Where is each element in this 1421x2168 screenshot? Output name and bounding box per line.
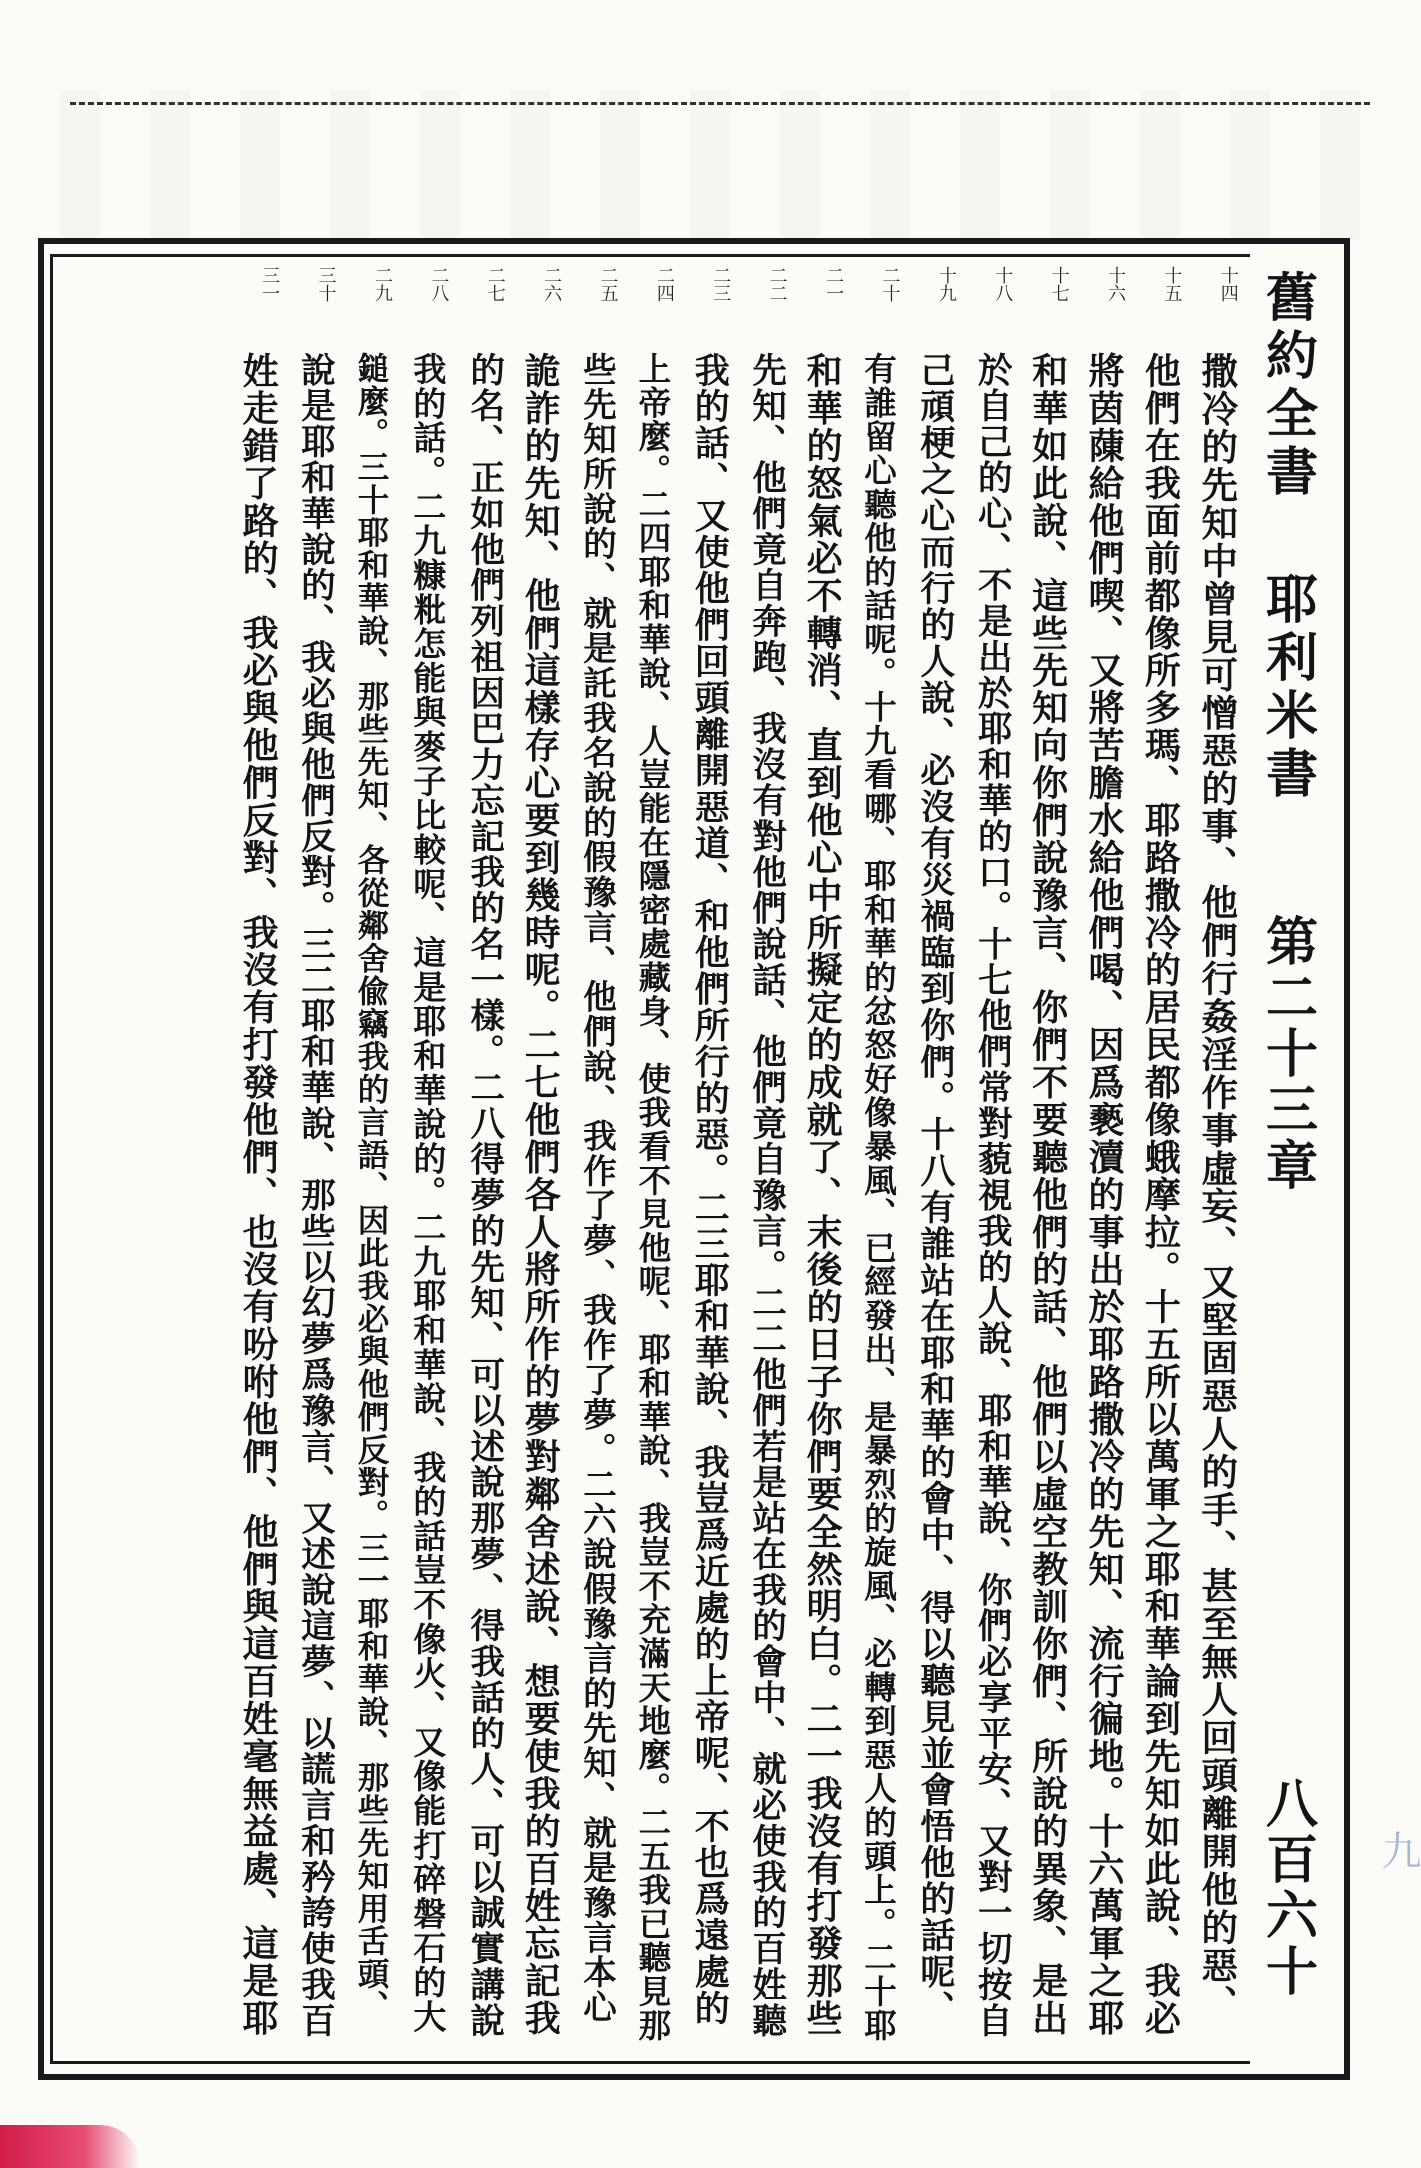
column-text: 他們在我面前都像所多瑪、耶路撒冷的居民都像蛾摩拉。十五所以萬軍之耶和華論到先知如此說、我必: [1139, 352, 1182, 2037]
text-column: [1076, 262, 1132, 2052]
text-column: [399, 262, 455, 2052]
text-column: [343, 262, 399, 2052]
header-page-number: 八百六十: [1256, 1776, 1318, 2000]
text-column: [230, 262, 286, 2052]
text-column: [1132, 262, 1188, 2052]
verse-column-number: 十六: [1105, 266, 1127, 302]
column-text: 上帝麼。二四耶和華說、人豈能在隱密處藏身、使我看不見他呢、耶和華說、我豈不充滿天地麼。二五我已聽見那: [633, 352, 673, 2042]
text-column: [963, 262, 1019, 2052]
verse-column-number: 二九: [371, 266, 393, 302]
header-chapter: 第二十三章: [1256, 914, 1318, 1194]
text-column: [737, 262, 793, 2052]
header-bible-title: 舊約全書: [1256, 270, 1318, 502]
verse-column-number: 二五: [597, 266, 619, 302]
text-column: [286, 262, 342, 2052]
column-text: 先知、他們竟自奔跑、我沒有對他們說話、他們竟自豫言。二二他們若是站在我的會中、就必使我的百姓聽: [745, 352, 786, 2039]
column-text: 於自己的心、不是出於耶和華的口。十七他們常對藐視我的人說、耶和華說、你們必享平安、又對一切按自: [971, 352, 1012, 2039]
column-text: 將茵蔯給他們喫、又將苦膽水給他們喝、因爲褻瀆的事出於耶路撒冷的先知、流行徧地。十六萬軍之耶: [1083, 352, 1126, 2037]
verse-column-number: 二十: [879, 266, 901, 302]
verse-column-number: 二三: [710, 266, 732, 302]
verse-column-number: 十四: [1217, 266, 1239, 302]
header-book-name: 耶利米書: [1256, 572, 1318, 804]
text-column: [907, 262, 963, 2052]
verse-column-number: 二四: [653, 266, 675, 302]
running-header: [1256, 270, 1318, 2060]
text-column: [1189, 262, 1245, 2052]
margin-pencil-note: 九: [1375, 1830, 1421, 1870]
column-text: 撒冷的先知中曾見可憎惡的事、他們行姦淫作事虛妄、又堅固惡人的手、甚至無人回頭離開他的惡、: [1195, 352, 1239, 2023]
verse-column-number: 二七: [484, 266, 506, 302]
text-column: [794, 262, 850, 2052]
column-text: 說是耶和華說的、我必與他們反對。三二耶和華說、那些以幻夢爲豫言、又述說這夢、以謊言和矜誇使我百: [294, 352, 335, 2039]
text-column: [568, 262, 624, 2052]
verse-column-number: 十五: [1161, 266, 1183, 302]
red-page-edge-mark: [0, 2125, 140, 2168]
text-column: [625, 262, 681, 2052]
column-text: 己頑梗之心而行的人說、必沒有災禍臨到你們。十八有誰站在耶和華的會中、得以聽見並會悟他的話呢、: [914, 352, 956, 2027]
text-column: [512, 262, 568, 2052]
column-text: 我的話。二九糠粃怎能與麥子比較呢、這是耶和華說的。二九耶和華說、我的話豈不像火、又像能打碎磐石的大: [408, 352, 448, 2034]
bleed-through-shadow: [60, 90, 1360, 240]
column-text: 詭詐的先知、他們這樣存心要到幾時呢。二七他們各人將所作的夢對鄰舍述說、想要使我的百姓忘記我: [519, 352, 562, 2037]
column-text: 和華如此說、這些先知向你們說豫言、你們不要聽他們的話、他們以虛空教訓你們、所說的異象、是出: [1026, 352, 1069, 2037]
column-text: 姓走錯了路的、我必與他們反對、我沒有打發他們、也沒有吩咐他們、他們與這百姓毫無益處、這是耶: [237, 352, 280, 2037]
column-text: 鎚麼。三十耶和華說、那些先知、各從鄰舍偸竊我的言語、因此我必與他們反對。三一耶和華說、那些先知用舌頭、: [352, 352, 390, 2023]
verse-column-number: 十七: [1048, 266, 1070, 302]
verse-column-number: 三十: [315, 266, 337, 302]
top-dashed-rule: [70, 102, 1370, 105]
verse-column-number: 十九: [935, 266, 957, 302]
text-column: [1019, 262, 1075, 2052]
column-text: 和華的怒氣必不轉消、直到他心中所擬定的成就了、末後的日子你們要全然明白。二一我沒有打發那些: [801, 352, 844, 2037]
text-columns: [60, 262, 1245, 2052]
column-text: 些先知所說的、就是託我名說的假豫言、他們說、我作了夢、我作了夢。二六說假豫言的先知、就是豫言本心: [577, 352, 617, 2025]
column-text: 我的話、又使他們回頭離開惡道、和他們所行的惡。二三耶和華說、我豈爲近處的上帝呢、不也爲遠處的: [689, 352, 731, 2027]
verse-column-number: 二六: [541, 266, 563, 302]
verse-column-number: 三一: [259, 266, 281, 302]
verse-column-number: 二二: [766, 266, 788, 302]
verse-column-number: 二八: [428, 266, 450, 302]
column-text: 有誰留心聽他的話呢。十九看哪、耶和華的忿怒好像暴風、已經發出、是暴烈的旋風、必轉到惡人的頭上。二十耶: [859, 352, 899, 2042]
verse-column-number: 十八: [992, 266, 1014, 302]
column-text: 的名、正如他們列祖因巴力忘記我的名一樣。二八得夢的先知、可以述說那夢、得我話的人、可以誠實講說: [463, 352, 504, 2039]
text-column: [456, 262, 512, 2052]
text-column: [681, 262, 737, 2052]
text-column: [850, 262, 906, 2052]
verse-column-number: 二一: [823, 266, 845, 302]
